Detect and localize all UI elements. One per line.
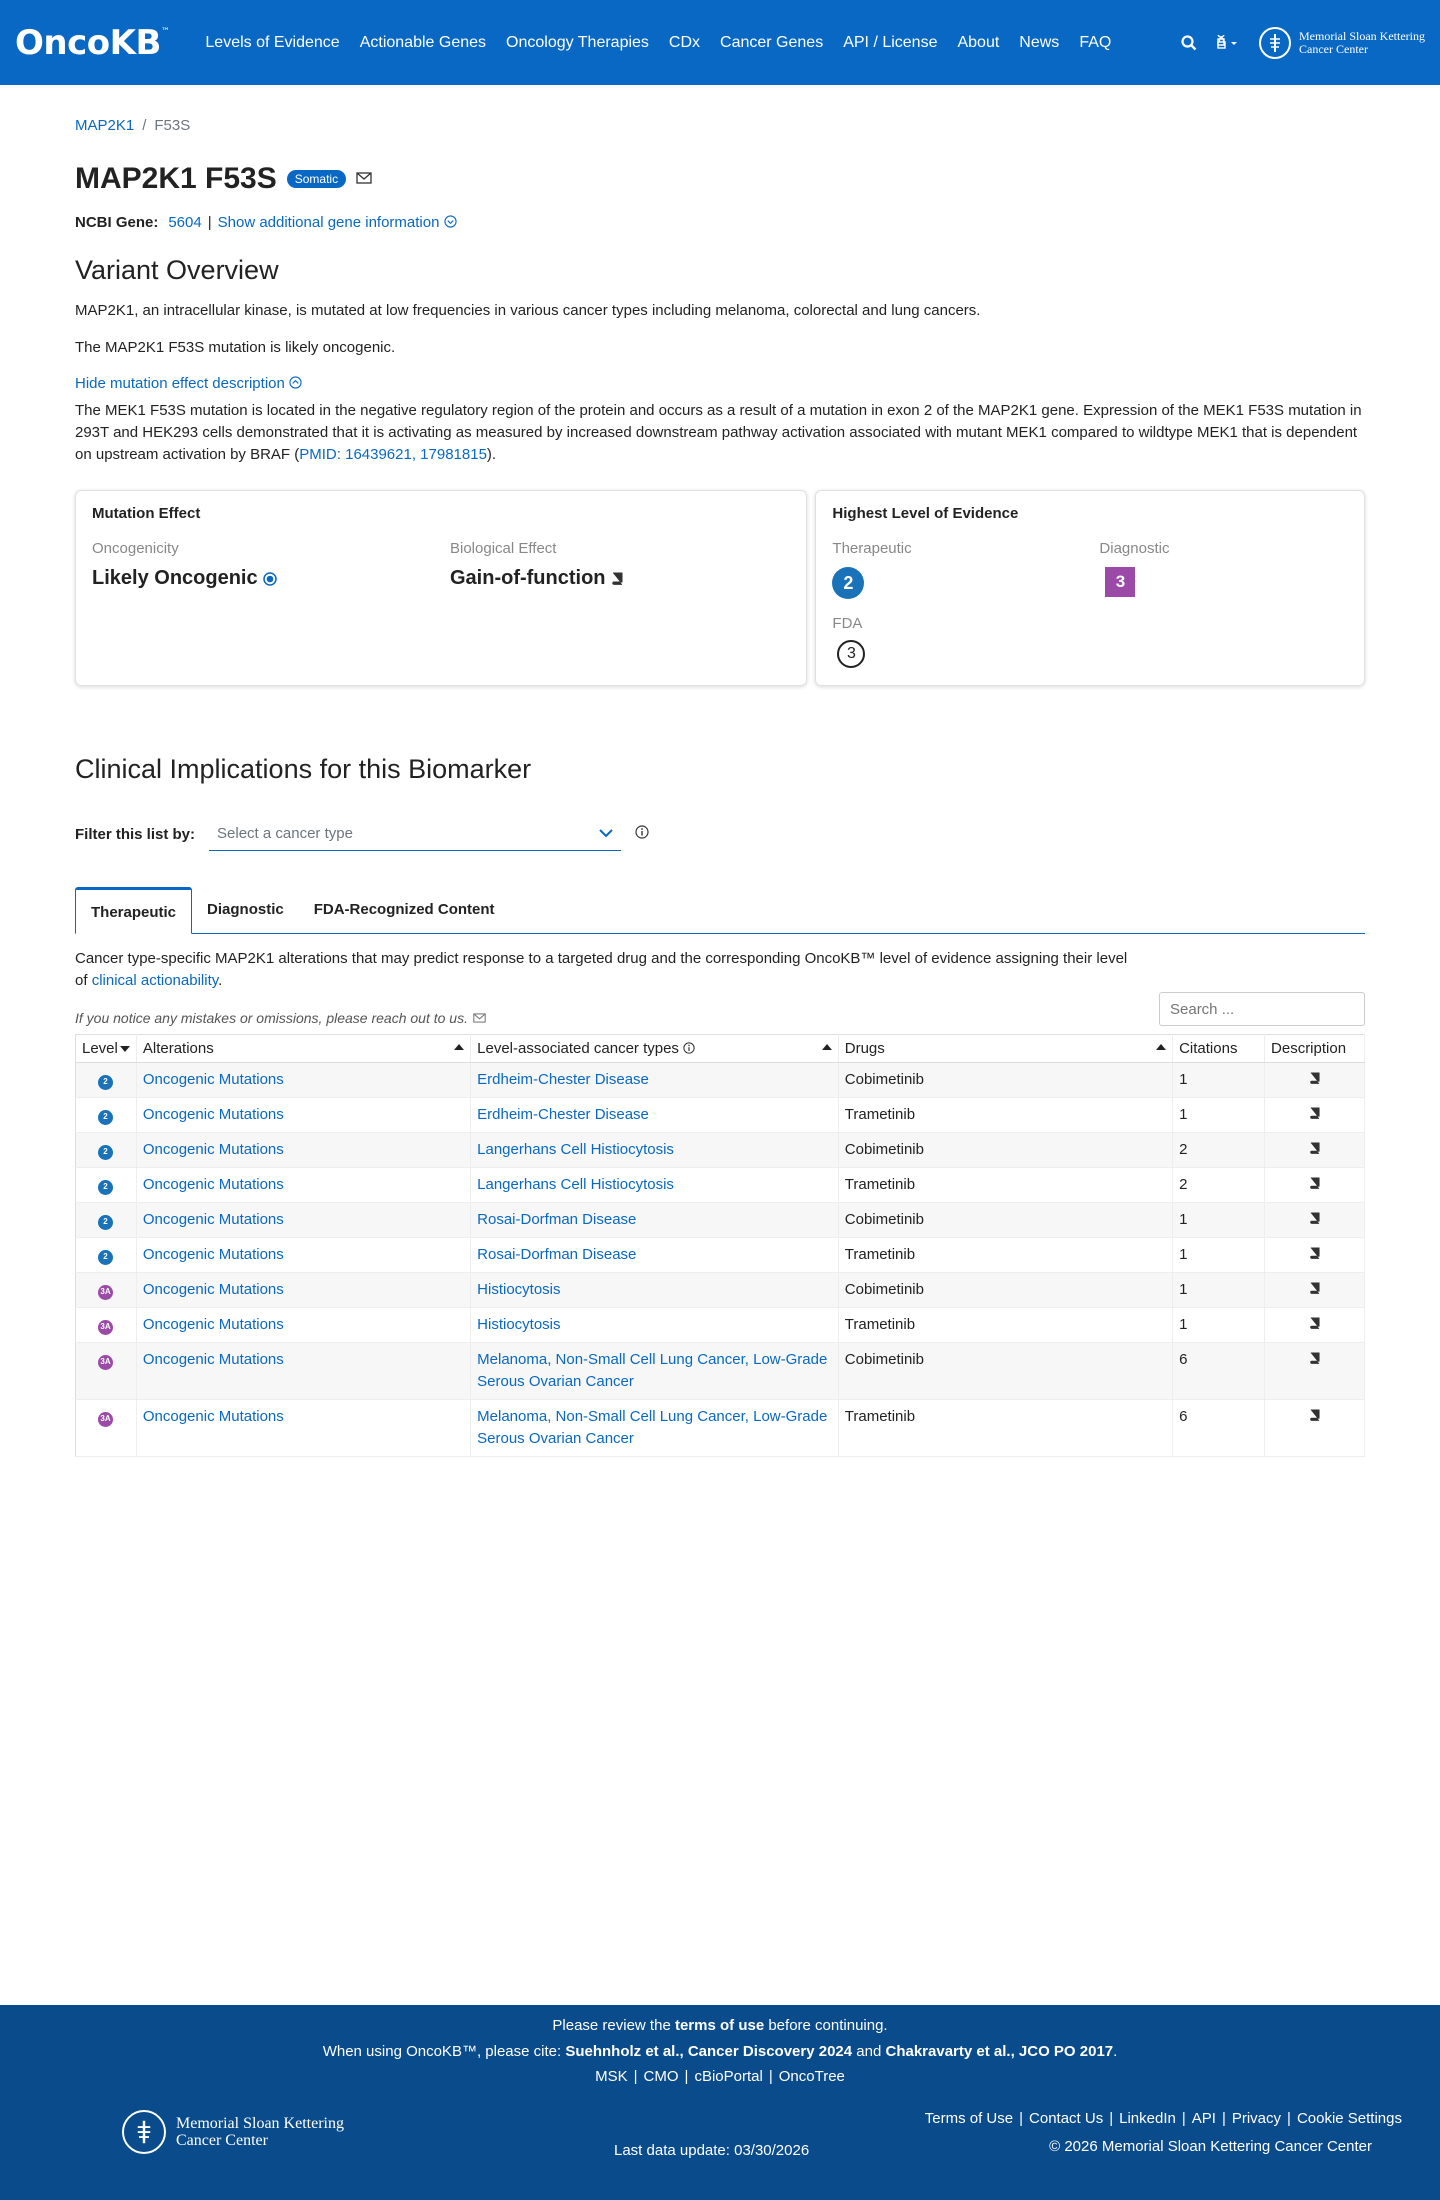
nav-item-faq[interactable]: FAQ — [1079, 33, 1112, 51]
therapeutic-level-2-icon[interactable]: 2 — [832, 567, 864, 599]
book-icon[interactable] — [1309, 1317, 1320, 1329]
level-icon[interactable]: 3A — [98, 1285, 113, 1300]
msk-emblem-icon — [1259, 27, 1291, 59]
level-icon[interactable]: 2 — [98, 1215, 113, 1230]
citations-cell[interactable]: 1 — [1173, 1098, 1265, 1133]
footer-legal-links: Terms of Use | Contact Us | LinkedIn | API | Privacy | Cookie Settings — [924, 2110, 1402, 2127]
table-row — [76, 1098, 1365, 1133]
alteration-link[interactable]: Oncogenic Mutations — [142, 1141, 284, 1158]
citations-cell[interactable]: 1 — [1173, 1063, 1265, 1098]
footer-link-linkedin[interactable]: LinkedIn — [1119, 2110, 1176, 2127]
book-icon — [611, 572, 623, 585]
column-header-cancer-types[interactable]: Level-associated cancer types — [471, 1035, 839, 1063]
citations-cell[interactable]: 6 — [1173, 1343, 1265, 1400]
table-row — [76, 1273, 1365, 1308]
table-row — [76, 1238, 1365, 1273]
oncogenic-icon — [263, 572, 277, 586]
citation-link-2[interactable]: Chakravarty et al., JCO PO 2017 — [885, 2043, 1114, 2060]
alteration-link[interactable]: Oncogenic Mutations — [142, 1246, 284, 1263]
table-row — [76, 1133, 1365, 1168]
treatments-table — [75, 1034, 1365, 1457]
tab-fda-recognized[interactable]: FDA-Recognized Content — [313, 901, 495, 918]
last-data-update: Last data update: 03/30/2026 — [614, 2142, 810, 2159]
mutation-effect-card: Mutation Effect Oncogenicity Likely Oncogenic Biological Effect Gain-of-function — [75, 490, 807, 686]
citation-link-1[interactable]: Suehnholz et al., Cancer Discovery 2024 — [565, 2043, 853, 2060]
tab-therapeutic[interactable]: Therapeutic — [75, 887, 192, 934]
breadcrumb-gene-link[interactable]: MAP2K1 — [75, 117, 135, 134]
footer-link-oncotree[interactable]: OncoTree — [778, 2068, 845, 2085]
level-icon[interactable]: 2 — [98, 1075, 113, 1090]
footer — [0, 2005, 1440, 2200]
chevron-down-circle-icon — [444, 215, 457, 228]
citations-cell[interactable]: 6 — [1173, 1400, 1265, 1457]
evidence-tabs — [75, 887, 1365, 934]
column-header-citations[interactable]: Citations — [1173, 1035, 1265, 1063]
footer-link-cookies[interactable]: Cookie Settings — [1296, 2110, 1402, 2127]
footer-partner-links: MSK | CMO | cBioPortal | OncoTree — [595, 2068, 845, 2085]
book-icon[interactable] — [1309, 1409, 1320, 1421]
somatic-badge: Somatic — [287, 170, 346, 188]
cancer-type-link[interactable]: Erdheim-Chester Disease — [477, 1106, 649, 1123]
citations-cell[interactable]: 1 — [1173, 1273, 1265, 1308]
citations-cell[interactable]: 1 — [1173, 1238, 1265, 1273]
cancer-type-link[interactable]: Rosai-Dorfman Disease — [477, 1246, 637, 1263]
cancer-type-link[interactable]: Langerhans Cell Histiocytosis — [477, 1141, 674, 1158]
diagnostic-level-3-icon[interactable]: 3 — [1105, 567, 1135, 597]
footer-link-contact[interactable]: Contact Us — [1029, 2110, 1104, 2127]
column-header-level[interactable]: Level — [76, 1035, 137, 1063]
oncokb-logo[interactable]: OncoKB ™ — [15, 22, 170, 63]
cancer-type-link[interactable]: Melanoma, Non-Small Cell Lung Cancer, Low-Grade Serous Ovarian Cancer — [477, 1408, 828, 1447]
alteration-link[interactable]: Oncogenic Mutations — [142, 1071, 284, 1088]
footer-link-cmo[interactable]: CMO — [643, 2068, 679, 2085]
level-icon[interactable]: 2 — [98, 1110, 113, 1125]
search-icon[interactable] — [1181, 35, 1197, 51]
footer-link-msk[interactable]: MSK — [595, 2068, 628, 2085]
nav-item-cdx[interactable]: CDx — [668, 33, 701, 51]
cancer-type-link[interactable]: Melanoma, Non-Small Cell Lung Cancer, Low-Grade Serous Ovarian Cancer — [477, 1351, 828, 1390]
nav-item-news[interactable]: News — [1019, 33, 1060, 51]
footer-msk-logo[interactable]: Memorial Sloan Kettering Cancer Center — [122, 2110, 344, 2154]
footer-link-privacy[interactable]: Privacy — [1231, 2110, 1282, 2127]
mutation-effect-description: The MEK1 F53S mutation is located in the negative regulatory region of the protein and occurs as a result of a mutation in exon 2 of the MAP2K1 gene. Expression of the MEK1 F53S mutation in 293T and HEK293 cells demonstrated that it is activating as measured by increased downstream pathway activation associated with mutant MEK1 compared to wildtype MEK1 that is dependent on upstream activation by BRAF (PMID: 16439621, 17981815). — [75, 402, 1362, 463]
drug-cell: Cobimetinib — [838, 1133, 1172, 1168]
book-icon[interactable] — [1309, 1072, 1320, 1084]
cancer-type-link[interactable]: Erdheim-Chester Disease — [477, 1071, 649, 1088]
chevron-up-circle-icon — [289, 376, 302, 389]
msk-logo[interactable]: Memorial Sloan Kettering Cancer Center — [1259, 27, 1425, 59]
tab-description: Cancer type-specific MAP2K1 alterations that may predict response to a targeted drug and the corresponding OncoKB™ level of evidence assigning their level of clinical actionability. — [75, 950, 1128, 989]
alteration-link[interactable]: Oncogenic Mutations — [142, 1281, 284, 1298]
breadcrumb: MAP2K1 / F53S — [75, 117, 191, 134]
table-row — [76, 1168, 1365, 1203]
drug-cell: Trametinib — [838, 1400, 1172, 1457]
hide-mutation-effect-toggle[interactable]: Hide mutation effect description — [75, 375, 302, 392]
breadcrumb-current: F53S — [154, 117, 191, 134]
gene-info-row: NCBI Gene: 5604 | Show additional gene information — [75, 214, 1365, 231]
footer-link-cbioportal[interactable]: cBioPortal — [694, 2068, 763, 2085]
clinical-implications-heading: Clinical Implications for this Biomarker — [75, 754, 532, 784]
mail-icon[interactable] — [356, 171, 372, 188]
table-row — [76, 1400, 1365, 1457]
table-row — [76, 1063, 1365, 1098]
terms-notice: Please review the terms of use before continuing. — [552, 2017, 888, 2034]
book-icon[interactable] — [1309, 1212, 1320, 1224]
variant-summary: The MAP2K1 F53S mutation is likely oncogenic. — [75, 339, 396, 356]
level-icon[interactable]: 2 — [98, 1250, 113, 1265]
table-row — [76, 1203, 1365, 1238]
cancer-type-link[interactable]: Histiocytosis — [477, 1316, 561, 1333]
drug-cell: Trametinib — [838, 1098, 1172, 1133]
alteration-link[interactable]: Oncogenic Mutations — [142, 1176, 284, 1193]
citations-cell[interactable]: 1 — [1173, 1203, 1265, 1238]
sort-icon — [454, 1044, 464, 1050]
alteration-link[interactable]: Oncogenic Mutations — [142, 1106, 284, 1123]
nav-menu — [195, 34, 1121, 52]
page-title: MAP2K1 F53S — [75, 162, 277, 195]
tab-diagnostic[interactable]: Diagnostic — [207, 901, 284, 918]
book-icon[interactable] — [1309, 1142, 1320, 1154]
top-navbar — [0, 0, 1440, 85]
nav-item-api-license[interactable]: API / License — [843, 33, 938, 51]
nav-item-cancer-genes[interactable]: Cancer Genes — [720, 33, 824, 51]
show-gene-info-link[interactable]: Show additional gene information — [218, 214, 457, 231]
info-icon[interactable] — [635, 825, 649, 843]
biological-effect-value: Gain-of-function — [450, 567, 606, 589]
sort-icon — [1156, 1044, 1166, 1050]
sort-icon — [822, 1044, 832, 1050]
table-search-input[interactable] — [1159, 992, 1365, 1026]
cancer-type-link[interactable]: Langerhans Cell Histiocytosis — [477, 1176, 674, 1193]
column-header-alterations[interactable]: Alterations — [136, 1035, 470, 1063]
nav-item-actionable-genes[interactable]: Actionable Genes — [359, 33, 487, 51]
feedback-notice: If you notice any mistakes or omissions, please reach out to us. — [75, 1010, 486, 1026]
column-header-description: Description — [1265, 1035, 1365, 1063]
table-row — [76, 1343, 1365, 1400]
cancer-type-link[interactable]: Histiocytosis — [477, 1281, 561, 1298]
book-icon[interactable] — [1309, 1247, 1320, 1259]
chevron-down-icon — [599, 829, 613, 838]
nav-item-about[interactable]: About — [957, 33, 1000, 51]
drug-cell: Cobimetinib — [838, 1273, 1172, 1308]
copyright: © 2026 Memorial Sloan Kettering Cancer Center — [1049, 2138, 1372, 2155]
gene-summary: MAP2K1, an intracellular kinase, is mutated at low frequencies in various cancer types including melanoma, colorectal and lung cancers. — [75, 302, 981, 319]
pmid-link[interactable]: PMID: 16439621, 17981815 — [299, 446, 487, 463]
sort-desc-icon — [120, 1046, 130, 1052]
drug-cell: Cobimetinib — [838, 1343, 1172, 1400]
clinical-actionability-link[interactable]: clinical actionability — [91, 972, 219, 989]
footer-link-api[interactable]: API — [1191, 2110, 1216, 2127]
column-header-drugs[interactable]: Drugs — [838, 1035, 1172, 1063]
highest-level-card: Highest Level of Evidence Therapeutic 2 Diagnostic 3 FDA 3 — [815, 490, 1365, 686]
citations-cell[interactable]: 2 — [1173, 1168, 1265, 1203]
book-icon[interactable] — [1309, 1177, 1320, 1189]
book-icon[interactable] — [1309, 1352, 1320, 1364]
citation-notice: When using OncoKB™, please cite: Suehnholz et al., Cancer Discovery 2024 and Chakravarty et al., JCO PO 2017. — [322, 2043, 1118, 2060]
footer-link-terms[interactable]: Terms of Use — [924, 2110, 1014, 2127]
table-row — [76, 1308, 1365, 1343]
level-icon[interactable]: 3A — [98, 1355, 113, 1370]
alteration-link[interactable]: Oncogenic Mutations — [142, 1351, 284, 1368]
fda-level-3-icon[interactable]: 3 — [837, 640, 865, 668]
drug-cell: Trametinib — [838, 1168, 1172, 1203]
user-menu-icon[interactable] — [1215, 35, 1241, 51]
info-icon — [683, 1042, 695, 1054]
level-icon[interactable]: 2 — [98, 1145, 113, 1160]
book-icon[interactable] — [1309, 1107, 1320, 1119]
level-icon[interactable]: 2 — [98, 1180, 113, 1195]
nav-item-levels[interactable]: Levels of Evidence — [205, 33, 340, 51]
level-icon[interactable]: 3A — [98, 1320, 113, 1335]
terms-of-use-link[interactable]: terms of use — [674, 2017, 765, 2034]
alteration-link[interactable]: Oncogenic Mutations — [142, 1316, 284, 1333]
alteration-link[interactable]: Oncogenic Mutations — [142, 1211, 284, 1228]
cancer-type-link[interactable]: Rosai-Dorfman Disease — [477, 1211, 637, 1228]
citations-cell[interactable]: 2 — [1173, 1133, 1265, 1168]
drug-cell: Trametinib — [838, 1238, 1172, 1273]
drug-cell: Trametinib — [838, 1308, 1172, 1343]
drug-cell: Cobimetinib — [838, 1063, 1172, 1098]
alteration-link[interactable]: Oncogenic Mutations — [142, 1408, 284, 1425]
level-icon[interactable]: 3A — [98, 1412, 113, 1427]
drug-cell: Cobimetinib — [838, 1203, 1172, 1238]
ncbi-gene-link[interactable]: 5604 — [168, 214, 202, 231]
mail-icon — [473, 1013, 486, 1023]
variant-overview-heading: Variant Overview — [75, 255, 279, 285]
cancer-type-select[interactable]: Select a cancer type — [209, 817, 621, 851]
msk-emblem-icon — [122, 2110, 166, 2154]
oncogenicity-value: Likely Oncogenic — [92, 567, 258, 589]
book-icon[interactable] — [1309, 1282, 1320, 1294]
citations-cell[interactable]: 1 — [1173, 1308, 1265, 1343]
nav-item-oncology-therapies[interactable]: Oncology Therapies — [506, 33, 649, 51]
